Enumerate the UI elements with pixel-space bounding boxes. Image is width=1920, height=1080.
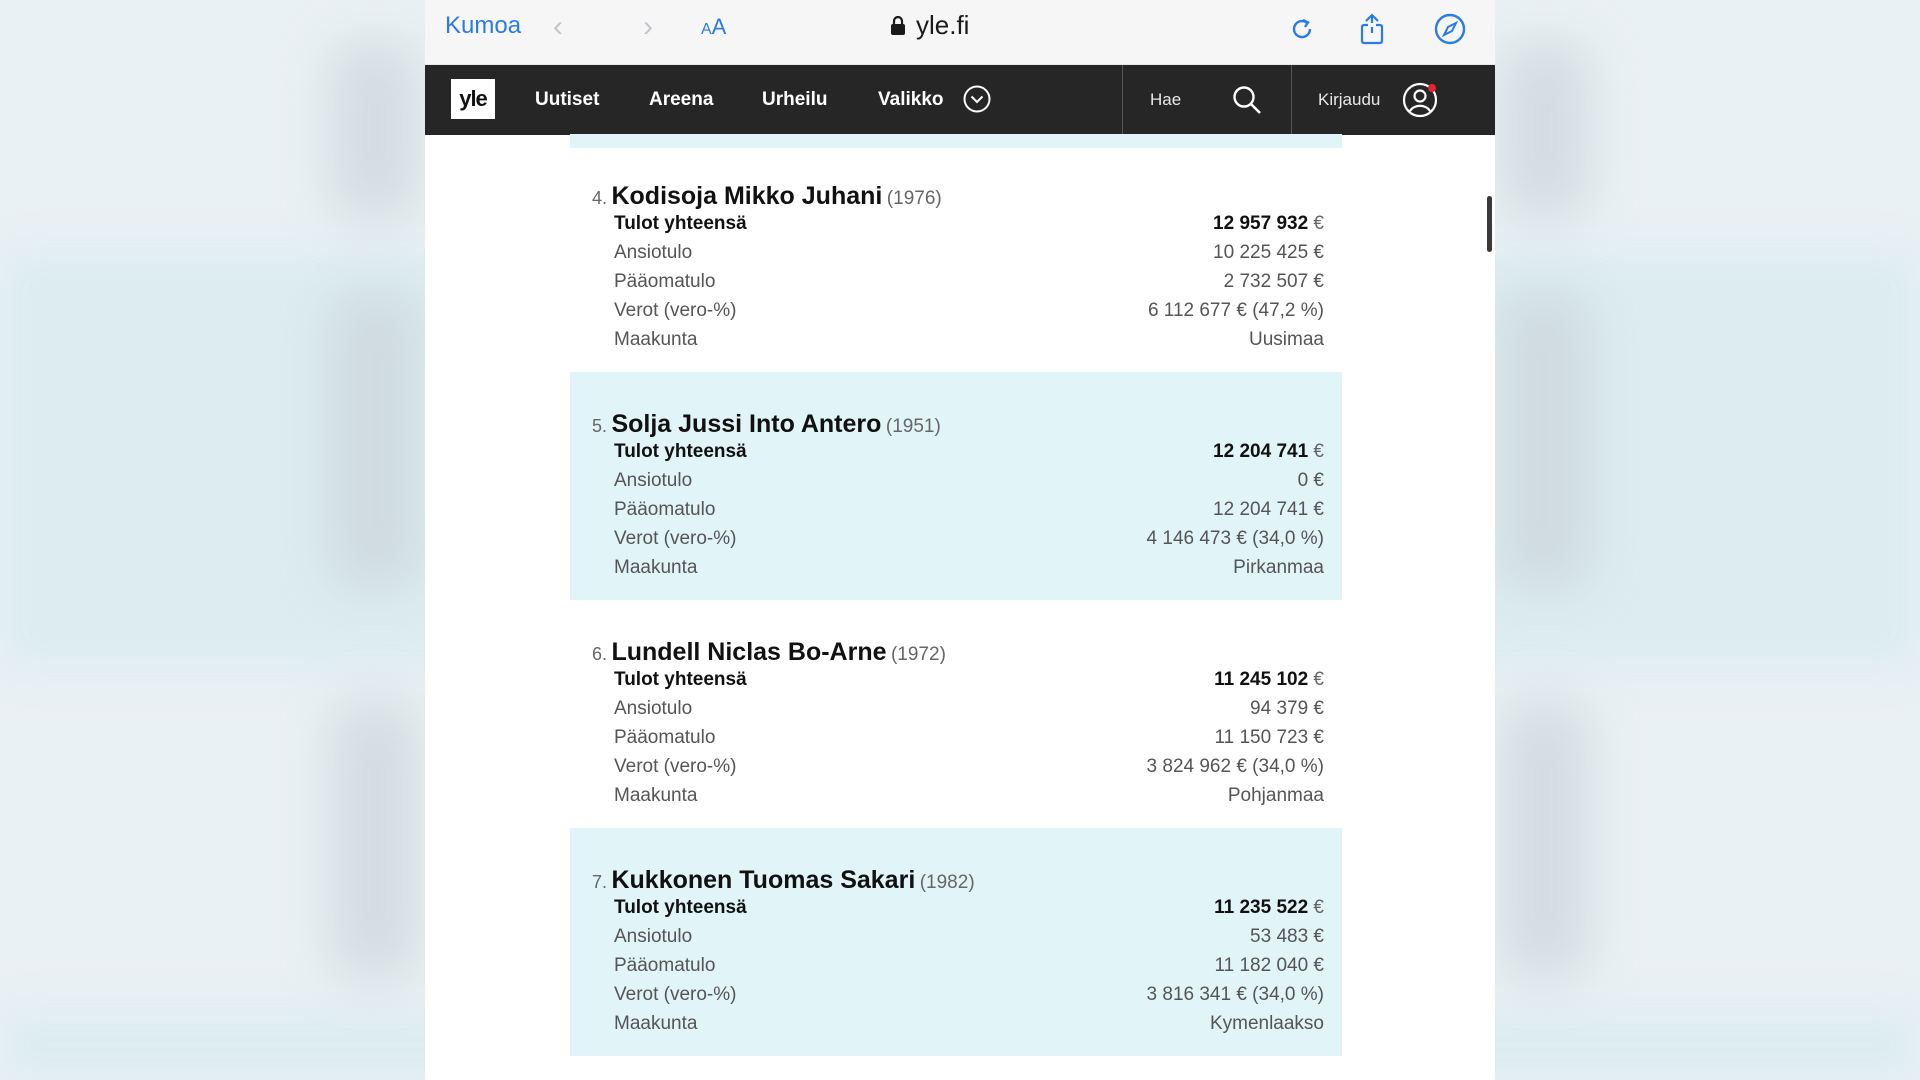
nav-areena[interactable]: Areena bbox=[649, 89, 714, 110]
total-label: Tulot yhteensä bbox=[614, 669, 747, 690]
browser-toolbar bbox=[425, 0, 1495, 65]
nav-uutiset[interactable]: Uutiset bbox=[535, 89, 600, 110]
capital-income-label: Pääomatulo bbox=[614, 955, 716, 976]
capital-income-row bbox=[614, 271, 1324, 299]
taxes-row bbox=[614, 300, 1324, 328]
taxes-row bbox=[614, 528, 1324, 556]
lock-icon bbox=[890, 16, 906, 36]
entry-heading bbox=[592, 410, 941, 439]
list-item bbox=[570, 600, 1342, 828]
entry-heading bbox=[592, 638, 946, 667]
forward-icon[interactable]: › bbox=[643, 10, 653, 43]
earned-income-value: 0 € bbox=[1297, 470, 1324, 491]
list-item bbox=[570, 144, 1342, 372]
search-icon[interactable] bbox=[1231, 84, 1263, 116]
total-label: Tulot yhteensä bbox=[614, 441, 747, 462]
region-row bbox=[614, 785, 1324, 813]
capital-income-value: 2 732 507 € bbox=[1223, 271, 1324, 292]
reload-icon[interactable] bbox=[1285, 12, 1319, 46]
chevron-down-icon[interactable] bbox=[963, 85, 991, 113]
entry-name: Kodisoja Mikko Juhani bbox=[611, 182, 883, 210]
entry-rank: 5. bbox=[592, 416, 608, 436]
entry-birth-year: (1982) bbox=[919, 872, 975, 893]
taxes-label: Verot (vero-%) bbox=[614, 984, 737, 1005]
yle-logo[interactable]: yle bbox=[451, 79, 495, 119]
total-row bbox=[614, 441, 1324, 469]
taxes-value: 3 816 341 € (34,0 %) bbox=[1146, 984, 1324, 1005]
region-value: Uusimaa bbox=[1249, 329, 1324, 350]
earned-income-row bbox=[614, 470, 1324, 498]
taxes-value: 6 112 677 € (47,2 %) bbox=[1147, 300, 1324, 321]
taxes-row bbox=[614, 984, 1324, 1012]
entry-birth-year: (1976) bbox=[886, 188, 942, 209]
earned-income-row bbox=[614, 698, 1324, 726]
region-label: Maakunta bbox=[614, 329, 698, 350]
total-row bbox=[614, 669, 1324, 697]
entry-name: Lundell Niclas Bo-Arne bbox=[611, 638, 887, 666]
site-navigation bbox=[425, 65, 1495, 135]
search-label[interactable]: Hae bbox=[1150, 90, 1182, 109]
taxes-value: 3 824 962 € (34,0 %) bbox=[1146, 756, 1324, 777]
earned-income-value: 53 483 € bbox=[1250, 926, 1324, 947]
nav-divider bbox=[1122, 65, 1123, 135]
earned-income-label: Ansiotulo bbox=[614, 470, 693, 491]
total-value: 11 245 102 € bbox=[1214, 669, 1324, 690]
entry-heading bbox=[592, 866, 975, 895]
browser-screen bbox=[425, 0, 1495, 1080]
entry-name: Kukkonen Tuomas Sakari bbox=[611, 866, 916, 894]
entry-name: Solja Jussi Into Antero bbox=[611, 410, 882, 438]
capital-income-label: Pääomatulo bbox=[614, 499, 716, 520]
total-value: 12 204 741 € bbox=[1213, 441, 1324, 462]
region-label: Maakunta bbox=[614, 557, 698, 578]
region-row bbox=[614, 557, 1324, 585]
entry-heading bbox=[592, 182, 942, 211]
taxes-row bbox=[614, 756, 1324, 784]
region-label: Maakunta bbox=[614, 1013, 698, 1034]
entry-rank: 6. bbox=[592, 644, 608, 664]
earned-income-value: 94 379 € bbox=[1250, 698, 1324, 719]
share-icon[interactable] bbox=[1355, 12, 1389, 46]
total-label: Tulot yhteensä bbox=[614, 213, 747, 234]
earned-income-row bbox=[614, 926, 1324, 954]
capital-income-label: Pääomatulo bbox=[614, 727, 716, 748]
taxes-label: Verot (vero-%) bbox=[614, 528, 737, 549]
region-row bbox=[614, 329, 1324, 357]
total-row bbox=[614, 897, 1324, 925]
list-item bbox=[570, 372, 1342, 600]
region-value: Pirkanmaa bbox=[1233, 557, 1324, 578]
undo-button[interactable]: Kumoa bbox=[445, 12, 522, 39]
region-label: Maakunta bbox=[614, 785, 698, 806]
earned-income-value: 10 225 425 € bbox=[1213, 242, 1324, 263]
earned-income-label: Ansiotulo bbox=[614, 926, 693, 947]
entry-rank: 7. bbox=[592, 872, 608, 892]
region-value: Pohjanmaa bbox=[1227, 785, 1324, 806]
capital-income-value: 12 204 741 € bbox=[1213, 499, 1324, 520]
user-account-icon[interactable] bbox=[1401, 81, 1439, 119]
capital-income-label: Pääomatulo bbox=[614, 271, 716, 292]
entry-rank: 4. bbox=[592, 188, 608, 208]
entry-birth-year: (1951) bbox=[885, 416, 941, 437]
total-value: 11 235 522 € bbox=[1214, 897, 1324, 918]
taxes-label: Verot (vero-%) bbox=[614, 300, 737, 321]
url-text: yle.fi bbox=[916, 10, 970, 40]
compass-icon[interactable] bbox=[1433, 12, 1467, 46]
login-label[interactable]: Kirjaudu bbox=[1318, 90, 1381, 109]
address-field[interactable] bbox=[890, 10, 969, 41]
capital-income-value: 11 150 723 € bbox=[1214, 727, 1324, 748]
taxes-label: Verot (vero-%) bbox=[614, 756, 737, 777]
nav-urheilu[interactable]: Urheilu bbox=[762, 89, 828, 110]
capital-income-row bbox=[614, 727, 1324, 755]
region-row bbox=[614, 1013, 1324, 1041]
total-label: Tulot yhteensä bbox=[614, 897, 747, 918]
earned-income-label: Ansiotulo bbox=[614, 698, 693, 719]
capital-income-row bbox=[614, 955, 1324, 983]
total-value: 12 957 932 € bbox=[1213, 213, 1324, 234]
total-row bbox=[614, 213, 1324, 241]
nav-valikko[interactable]: Valikko bbox=[878, 89, 944, 110]
capital-income-row bbox=[614, 499, 1324, 527]
back-icon[interactable]: ‹ bbox=[553, 10, 563, 43]
scrollbar[interactable] bbox=[1487, 196, 1492, 252]
text-size-button[interactable]: AA bbox=[701, 14, 727, 39]
earned-income-label: Ansiotulo bbox=[614, 242, 693, 263]
capital-income-value: 11 182 040 € bbox=[1214, 955, 1324, 976]
entry-birth-year: (1972) bbox=[890, 644, 946, 665]
taxes-value: 4 146 473 € (34,0 %) bbox=[1146, 528, 1324, 549]
nav-divider bbox=[1291, 65, 1292, 135]
region-value: Kymenlaakso bbox=[1209, 1013, 1324, 1034]
list-item bbox=[570, 828, 1342, 1056]
earned-income-row bbox=[614, 242, 1324, 270]
